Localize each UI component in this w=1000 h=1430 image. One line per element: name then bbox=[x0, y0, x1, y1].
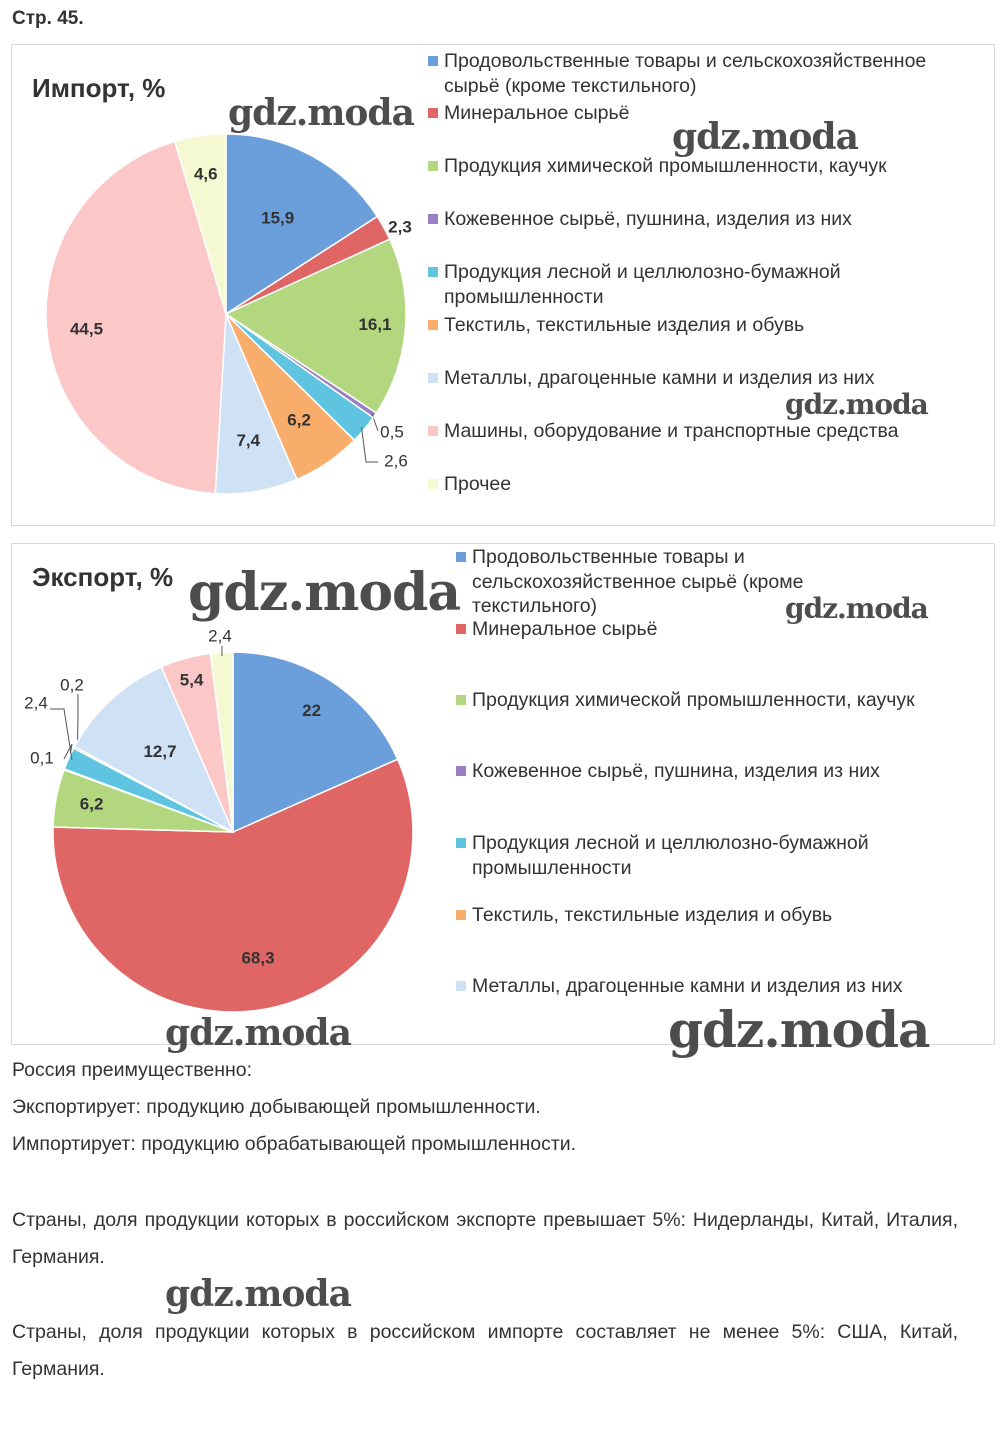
leader-line bbox=[362, 427, 379, 462]
watermark: gdz.moda bbox=[668, 1000, 930, 1059]
data-label: 6,2 bbox=[287, 410, 311, 430]
legend-swatch bbox=[456, 981, 466, 991]
data-label: 0,2 bbox=[60, 675, 84, 695]
legend-item bbox=[428, 74, 696, 98]
legend-swatch bbox=[456, 838, 466, 848]
data-label: 15,9 bbox=[261, 208, 295, 228]
legend-item bbox=[428, 207, 852, 231]
legend-item bbox=[428, 366, 875, 390]
legend-label: текстильного) bbox=[472, 595, 598, 617]
data-label: 6,2 bbox=[79, 794, 104, 814]
page-label: Стр. 45. bbox=[12, 8, 84, 29]
data-label: 44,5 bbox=[69, 319, 104, 339]
legend-item bbox=[456, 903, 832, 927]
legend-swatch bbox=[428, 161, 438, 171]
legend-swatch bbox=[428, 56, 438, 66]
conclusion-text bbox=[12, 1052, 958, 1163]
legend-label: Продукция химической промышленности, каучук bbox=[444, 155, 887, 177]
legend-swatch bbox=[456, 766, 466, 776]
legend-swatch bbox=[456, 695, 466, 705]
legend-swatch bbox=[428, 373, 438, 383]
legend-item bbox=[428, 101, 629, 125]
legend-swatch bbox=[428, 214, 438, 224]
conclusion-line: Россия преимущественно: bbox=[12, 1059, 253, 1081]
data-label: 0,1 bbox=[30, 748, 54, 768]
export-countries-paragraph bbox=[12, 1202, 958, 1276]
legend-label: Продукция лесной и целлюлозно-бумажной bbox=[444, 261, 841, 283]
legend-swatch bbox=[428, 108, 438, 118]
legend-label: Кожевенное сырьё, пушнина, изделия из них bbox=[472, 760, 880, 782]
data-label: 4,6 bbox=[193, 164, 218, 184]
legend-item bbox=[456, 545, 745, 569]
import-chart-title: Импорт, % bbox=[32, 73, 166, 103]
legend-item bbox=[456, 974, 903, 998]
watermark: gdz.moda bbox=[228, 92, 414, 134]
legend-swatch bbox=[428, 479, 438, 489]
legend-label: Прочее bbox=[444, 473, 512, 495]
legend-item bbox=[428, 285, 604, 309]
legend-swatch bbox=[428, 320, 438, 330]
legend-label: Минеральное сырьё bbox=[444, 102, 630, 124]
import-countries-paragraph bbox=[12, 1314, 958, 1388]
legend-item bbox=[428, 419, 899, 443]
legend-label: Текстиль, текстильные изделия и обувь bbox=[472, 904, 833, 926]
data-label: 68,3 bbox=[241, 948, 275, 968]
legend-label: Продовольственные товары и сельскохозяйственное bbox=[444, 50, 927, 72]
legend-item bbox=[456, 688, 915, 712]
data-label: 2,4 bbox=[24, 693, 48, 713]
data-label: 12,7 bbox=[143, 741, 177, 761]
watermark: gdz.moda bbox=[785, 592, 928, 625]
data-label: 16,1 bbox=[358, 314, 392, 334]
legend-swatch bbox=[428, 426, 438, 436]
legend-label: сельскохозяйственное сырьё (кроме bbox=[472, 571, 804, 593]
legend-item bbox=[456, 594, 597, 618]
legend-swatch bbox=[456, 552, 466, 562]
data-label: 5,4 bbox=[179, 670, 204, 690]
legend-label: Продовольственные товары и bbox=[472, 546, 745, 568]
import-countries-text: Страны, доля продукции которых в российском импорте составляет не менее 5%: США, Китай, Германия. bbox=[12, 1321, 958, 1380]
watermark: gdz.moda bbox=[165, 1273, 351, 1315]
legend-item bbox=[456, 617, 657, 641]
data-label: 0,5 bbox=[380, 422, 404, 442]
watermark: gdz.moda bbox=[672, 116, 858, 158]
legend-item bbox=[456, 856, 632, 880]
data-label: 22 bbox=[302, 700, 322, 720]
legend-swatch bbox=[456, 910, 466, 920]
legend-swatch bbox=[428, 267, 438, 277]
legend-item bbox=[456, 759, 880, 783]
legend-label: Машины, оборудование и транспортные средства bbox=[444, 420, 899, 442]
legend-label: Продукция химической промышленности, каучук bbox=[472, 689, 915, 711]
legend-label: Кожевенное сырьё, пушнина, изделия из них bbox=[444, 208, 852, 230]
data-label: 7,4 bbox=[236, 431, 261, 451]
legend-label: Минеральное сырьё bbox=[472, 618, 658, 640]
legend-item bbox=[456, 570, 803, 594]
data-label: 2,4 bbox=[208, 626, 232, 646]
legend-item bbox=[428, 472, 511, 496]
legend-label: промышленности bbox=[444, 286, 604, 308]
data-label: 2,6 bbox=[384, 451, 408, 471]
legend-label: Текстиль, текстильные изделия и обувь bbox=[444, 314, 805, 336]
legend-item bbox=[428, 313, 804, 337]
legend-item bbox=[428, 49, 926, 73]
legend-label: Металлы, драгоценные камни и изделия из них bbox=[472, 975, 903, 997]
conclusion-line: Экспортирует: продукцию добывающей промышленности. bbox=[12, 1096, 541, 1118]
watermark: gdz.moda bbox=[188, 562, 461, 623]
legend-item bbox=[456, 831, 869, 855]
export-chart-title: Экспорт, % bbox=[32, 562, 174, 592]
watermark: gdz.moda bbox=[165, 1012, 351, 1054]
watermark: gdz.moda bbox=[785, 388, 928, 421]
legend-swatch bbox=[456, 624, 466, 634]
legend-label: промышленности bbox=[472, 857, 632, 879]
data-label: 2,3 bbox=[388, 217, 412, 237]
conclusion-line: Импортирует: продукцию обрабатывающей промышленности. bbox=[12, 1133, 577, 1155]
legend-label: Металлы, драгоценные камни и изделия из них bbox=[444, 367, 875, 389]
legend-label: Продукция лесной и целлюлозно-бумажной bbox=[472, 832, 869, 854]
legend-item bbox=[428, 260, 841, 284]
legend-label: сырьё (кроме текстильного) bbox=[444, 75, 697, 97]
export-countries-text: Страны, доля продукции которых в российском экспорте превышает 5%: Нидерланды, Китай, Италия, Германия. bbox=[12, 1209, 958, 1268]
